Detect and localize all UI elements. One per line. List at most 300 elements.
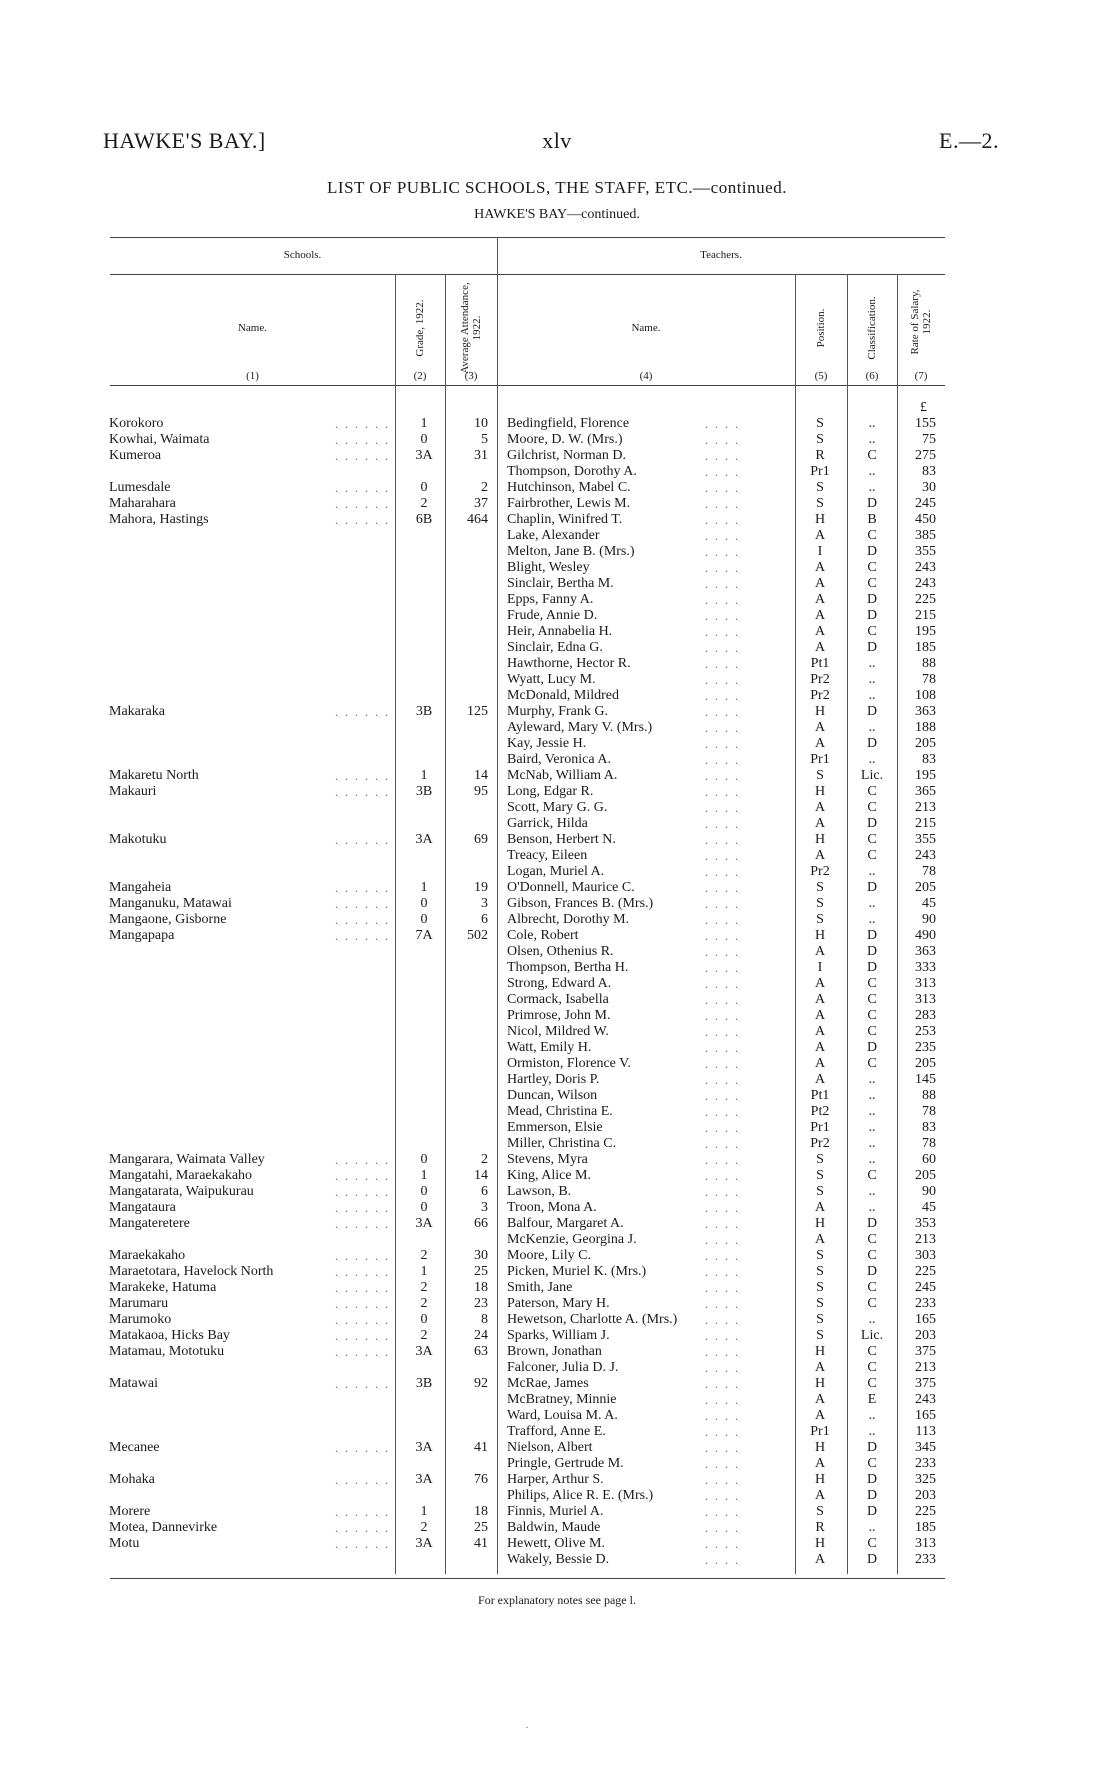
attendance: 464 — [467, 512, 488, 527]
attendance: 95 — [474, 784, 488, 799]
position: S — [816, 1312, 824, 1327]
position: A — [814, 1072, 826, 1087]
school-name: Makaretu North — [109, 768, 199, 783]
position: I — [817, 544, 823, 559]
leader-dots: . . . . — [705, 1313, 740, 1327]
leader-dots: . . . . . . — [335, 1521, 390, 1535]
grade: 0 — [420, 480, 428, 495]
classification: C — [867, 1248, 877, 1263]
classification: C — [867, 1456, 877, 1471]
grade: 0 — [420, 1152, 428, 1167]
salary: 235 — [915, 1040, 936, 1055]
leader-dots: . . . . — [705, 1105, 740, 1119]
salary: 78 — [922, 864, 936, 879]
table-row — [0, 848, 1114, 864]
classification: D — [866, 1488, 878, 1503]
leader-dots: . . . . — [705, 801, 740, 815]
teacher-name: Brown, Jonathan — [507, 1344, 602, 1359]
classification: .. — [868, 432, 876, 447]
attendance: 24 — [474, 1328, 488, 1343]
teacher-name: Gilchrist, Norman D. — [507, 448, 626, 463]
leader-dots: . . . . — [705, 1345, 740, 1359]
classification: .. — [868, 464, 876, 479]
attendance: 8 — [481, 1312, 488, 1327]
salary: 88 — [922, 1088, 936, 1103]
position: Pr1 — [810, 1424, 830, 1439]
salary-header: Rate of Salary, 1922. — [909, 289, 933, 355]
leader-dots: . . . . — [705, 1457, 740, 1471]
grade-header: Grade, 1922. — [414, 299, 426, 357]
position: A — [814, 1408, 826, 1423]
salary: 90 — [922, 1184, 936, 1199]
school-name: Maharahara — [109, 496, 176, 511]
classification: .. — [868, 1152, 876, 1167]
classification: .. — [868, 1104, 876, 1119]
classification: D — [866, 1040, 878, 1055]
attendance: 125 — [467, 704, 488, 719]
attendance: 2 — [481, 480, 488, 495]
leader-dots: . . . . — [705, 689, 740, 703]
salary: 215 — [915, 816, 936, 831]
salary: 275 — [915, 448, 936, 463]
table-row — [0, 688, 1114, 704]
teacher-name: Lawson, B. — [507, 1184, 572, 1199]
classification: D — [866, 960, 878, 975]
classification: C — [867, 1024, 877, 1039]
table-row — [0, 432, 1114, 448]
salary: 243 — [915, 848, 936, 863]
teachers-header: Teachers. — [700, 249, 742, 261]
salary: 185 — [915, 640, 936, 655]
teacher-name: Balfour, Margaret A. — [507, 1216, 624, 1231]
school-name: Matakaoa, Hicks Bay — [109, 1328, 230, 1343]
salary: 245 — [915, 1280, 936, 1295]
leader-dots: . . . . — [705, 961, 740, 975]
leader-dots: . . . . — [705, 577, 740, 591]
salary: 113 — [915, 1424, 936, 1439]
position: S — [816, 496, 824, 511]
position: A — [814, 1488, 826, 1503]
table-row — [0, 1120, 1114, 1136]
teacher-name: Duncan, Wilson — [507, 1088, 598, 1103]
salary: 225 — [915, 1264, 936, 1279]
col-number-3: (3) — [464, 370, 478, 382]
classification: .. — [868, 720, 876, 735]
teacher-name: Ayleward, Mary V. (Mrs.) — [507, 720, 653, 735]
leader-dots: . . . . — [705, 465, 740, 479]
table-row — [0, 592, 1114, 608]
teacher-name: Picken, Muriel K. (Mrs.) — [507, 1264, 647, 1279]
salary: 243 — [915, 576, 936, 591]
classification: B — [867, 512, 877, 527]
teacher-name: Garrick, Hilda — [507, 816, 588, 831]
position: H — [814, 1472, 826, 1487]
leader-dots: . . . . — [705, 1025, 740, 1039]
salary: 355 — [915, 544, 936, 559]
leader-dots: . . . . — [705, 1553, 740, 1567]
leader-dots: . . . . — [705, 785, 740, 799]
teacher-name: Philips, Alice R. E. (Mrs.) — [507, 1488, 654, 1503]
col-number-4: (4) — [639, 370, 653, 382]
teacher-name: Sparks, William J. — [507, 1328, 610, 1343]
classification: C — [867, 1056, 877, 1071]
position: S — [816, 480, 824, 495]
table-row — [0, 1200, 1114, 1216]
classification: C — [867, 1296, 877, 1311]
col-number-5: (5) — [814, 370, 828, 382]
teacher-name: Nicol, Mildred W. — [507, 1024, 609, 1039]
classification: C — [867, 784, 877, 799]
stray-mark: · — [525, 1720, 529, 1734]
salary: 375 — [915, 1376, 936, 1391]
table-row — [0, 448, 1114, 464]
leader-dots: . . . . . . — [335, 833, 390, 847]
grade: 1 — [420, 1504, 428, 1519]
school-name: Mangapapa — [109, 928, 175, 943]
leader-dots: . . . . . . — [335, 1185, 390, 1199]
salary: 333 — [915, 960, 936, 975]
table-row — [0, 1440, 1114, 1456]
table-row — [0, 784, 1114, 800]
teacher-name: Gibson, Frances B. (Mrs.) — [507, 896, 654, 911]
leader-dots: . . . . . . — [335, 1153, 390, 1167]
position: S — [816, 1504, 824, 1519]
salary: 83 — [922, 1120, 936, 1135]
teacher-name: Paterson, Mary H. — [507, 1296, 610, 1311]
salary: 450 — [915, 512, 936, 527]
salary: 185 — [915, 1520, 936, 1535]
salary: 385 — [915, 528, 936, 543]
grade: 1 — [420, 768, 428, 783]
leader-dots: . . . . — [705, 1441, 740, 1455]
classification: C — [867, 1536, 877, 1551]
classification: C — [867, 560, 877, 575]
leader-dots: . . . . . . — [335, 769, 390, 783]
school-name-header: Name. — [237, 322, 267, 334]
salary: 225 — [915, 592, 936, 607]
position: A — [814, 800, 826, 815]
position: Pt1 — [810, 656, 830, 671]
classification: .. — [868, 1424, 876, 1439]
teacher-name: McDonald, Mildred — [507, 688, 619, 703]
classification: .. — [868, 752, 876, 767]
teacher-name: Chaplin, Winifred T. — [507, 512, 623, 527]
position: A — [814, 1056, 826, 1071]
teacher-name: Fairbrother, Lewis M. — [507, 496, 631, 511]
classification: C — [867, 1232, 877, 1247]
salary: 205 — [915, 1168, 936, 1183]
classification: C — [867, 1008, 877, 1023]
grade: 0 — [420, 896, 428, 911]
school-name: Mangataura — [109, 1200, 176, 1215]
teacher-name: Ward, Louisa M. A. — [507, 1408, 618, 1423]
table-row — [0, 416, 1114, 432]
teacher-name: Miller, Christina C. — [507, 1136, 617, 1151]
teacher-name: Watt, Emily H. — [507, 1040, 592, 1055]
position: A — [814, 1552, 826, 1567]
leader-dots: . . . . . . — [335, 1345, 390, 1359]
classification: C — [867, 1344, 877, 1359]
header-left: HAWKE'S BAY.] — [103, 128, 266, 153]
table-row — [0, 1536, 1114, 1552]
teacher-name: Hutchinson, Mabel C. — [507, 480, 631, 495]
leader-dots: . . . . — [705, 1425, 740, 1439]
table-row — [0, 1184, 1114, 1200]
school-name: Marumaru — [109, 1296, 169, 1311]
position: A — [814, 720, 826, 735]
table-row — [0, 496, 1114, 512]
table-row — [0, 672, 1114, 688]
leader-dots: . . . . — [705, 481, 740, 495]
table-row — [0, 800, 1114, 816]
table-row — [0, 576, 1114, 592]
leader-dots: . . . . — [705, 1185, 740, 1199]
table-row — [0, 1488, 1114, 1504]
position: H — [814, 928, 826, 943]
leader-dots: . . . . — [705, 849, 740, 863]
table-row — [0, 976, 1114, 992]
table-row — [0, 512, 1114, 528]
classification: C — [867, 448, 877, 463]
table-row — [0, 1008, 1114, 1024]
position: Pr2 — [810, 1136, 830, 1151]
teacher-name: Sinclair, Edna G. — [507, 640, 603, 655]
bottom-rule — [110, 1578, 945, 1579]
position: A — [814, 944, 826, 959]
school-name: Mangateretere — [109, 1216, 190, 1231]
position: Pt1 — [810, 1088, 830, 1103]
table-row — [0, 464, 1114, 480]
position: A — [814, 992, 826, 1007]
table-row — [0, 1088, 1114, 1104]
teacher-name: Albrecht, Dorothy M. — [507, 912, 630, 927]
salary: 75 — [922, 432, 936, 447]
position: Pr1 — [810, 752, 830, 767]
attendance: 92 — [474, 1376, 488, 1391]
leader-dots: . . . . . . — [335, 1297, 390, 1311]
table-row — [0, 544, 1114, 560]
position-header: Position. — [815, 308, 827, 348]
attendance: 25 — [474, 1520, 488, 1535]
teacher-name: Benson, Herbert N. — [507, 832, 616, 847]
leader-dots: . . . . — [705, 977, 740, 991]
position: H — [814, 512, 826, 527]
leader-dots: . . . . — [705, 545, 740, 559]
classification: D — [866, 1504, 878, 1519]
grade: 3B — [415, 1376, 433, 1391]
leader-dots: . . . . — [705, 1121, 740, 1135]
grade: 7A — [415, 928, 433, 943]
salary: 60 — [922, 1152, 936, 1167]
leader-dots: . . . . — [705, 1537, 740, 1551]
attendance: 3 — [481, 896, 488, 911]
salary: 30 — [922, 480, 936, 495]
teacher-name: Lake, Alexander — [507, 528, 600, 543]
table-row — [0, 992, 1114, 1008]
table-row — [0, 1248, 1114, 1264]
position: Pr2 — [810, 864, 830, 879]
leader-dots: . . . . — [705, 1217, 740, 1231]
salary: 283 — [915, 1008, 936, 1023]
classification: .. — [868, 688, 876, 703]
classification: .. — [868, 1120, 876, 1135]
salary: 83 — [922, 464, 936, 479]
teacher-name: Nielson, Albert — [507, 1440, 593, 1455]
teacher-name: Hewetson, Charlotte A. (Mrs.) — [507, 1312, 678, 1327]
position: A — [814, 528, 826, 543]
table-row — [0, 1232, 1114, 1248]
salary: 363 — [915, 944, 936, 959]
leader-dots: . . . . — [705, 1169, 740, 1183]
salary: 213 — [915, 1360, 936, 1375]
teacher-name: Trafford, Anne E. — [507, 1424, 606, 1439]
table-row — [0, 1376, 1114, 1392]
salary: 78 — [922, 1136, 936, 1151]
table-row — [0, 1520, 1114, 1536]
leader-dots: . . . . . . — [335, 785, 390, 799]
footer-note: For explanatory notes see page l. — [478, 1593, 636, 1607]
school-name: Mecanee — [109, 1440, 160, 1455]
position: S — [816, 432, 824, 447]
leader-dots: . . . . — [705, 657, 740, 671]
school-name: Mangatarata, Waipukurau — [109, 1184, 254, 1199]
salary: 303 — [915, 1248, 936, 1263]
position: A — [814, 592, 826, 607]
teacher-name: Hawthorne, Hector R. — [507, 656, 631, 671]
salary: 253 — [915, 1024, 936, 1039]
leader-dots: . . . . . . — [335, 1169, 390, 1183]
leader-dots: . . . . — [705, 417, 740, 431]
teacher-name: Moore, Lily C. — [507, 1248, 591, 1263]
classification: D — [866, 608, 878, 623]
table-row — [0, 560, 1114, 576]
table-row — [0, 1328, 1114, 1344]
attendance: 14 — [474, 768, 488, 783]
classification: C — [867, 992, 877, 1007]
leader-dots: . . . . — [705, 993, 740, 1007]
position: Pr1 — [810, 464, 830, 479]
schools-header: Schools. — [283, 249, 322, 261]
leader-dots: . . . . — [705, 1153, 740, 1167]
classification: .. — [868, 1184, 876, 1199]
attendance: 76 — [474, 1472, 488, 1487]
grade: 0 — [420, 1200, 428, 1215]
salary: 188 — [915, 720, 936, 735]
position: H — [814, 1376, 826, 1391]
school-name: Matawai — [109, 1376, 158, 1391]
table-row — [0, 752, 1114, 768]
salary: 363 — [915, 704, 936, 719]
teacher-name: Melton, Jane B. (Mrs.) — [507, 544, 635, 559]
teacher-name: Logan, Muriel A. — [507, 864, 605, 879]
school-name: Marakeke, Hatuma — [109, 1280, 217, 1295]
salary: 165 — [915, 1408, 936, 1423]
position: A — [814, 816, 826, 831]
teacher-name: Cormack, Isabella — [507, 992, 609, 1007]
position: A — [814, 976, 826, 991]
table-row — [0, 1104, 1114, 1120]
table-row — [0, 1408, 1114, 1424]
attendance: 41 — [474, 1440, 488, 1455]
numbers-rule — [110, 385, 945, 386]
attendance: 502 — [467, 928, 488, 943]
salary: 243 — [915, 1392, 936, 1407]
classification: .. — [868, 896, 876, 911]
leader-dots: . . . . — [705, 945, 740, 959]
leader-dots: . . . . . . — [335, 705, 390, 719]
table-row — [0, 656, 1114, 672]
teacher-name: Wakely, Bessie D. — [507, 1552, 610, 1567]
salary: 233 — [915, 1456, 936, 1471]
table-row — [0, 864, 1114, 880]
position: S — [816, 1168, 824, 1183]
position: S — [816, 1296, 824, 1311]
leader-dots: . . . . — [705, 1233, 740, 1247]
classification: Lic. — [860, 1328, 884, 1343]
leader-dots: . . . . — [705, 1361, 740, 1375]
leader-dots: . . . . . . — [335, 929, 390, 943]
teacher-name: Cole, Robert — [507, 928, 579, 943]
attendance: 6 — [481, 1184, 488, 1199]
grade: 0 — [420, 912, 428, 927]
leader-dots: . . . . — [705, 881, 740, 895]
teacher-name: Moore, D. W. (Mrs.) — [507, 432, 623, 447]
leader-dots: . . . . . . — [335, 417, 390, 431]
grade: 3B — [415, 784, 433, 799]
position: A — [814, 1008, 826, 1023]
school-name: Mangaheia — [109, 880, 172, 895]
table-row — [0, 1024, 1114, 1040]
leader-dots: . . . . — [705, 513, 740, 527]
attendance: 31 — [474, 448, 488, 463]
position: A — [814, 640, 826, 655]
school-name: Mohaka — [109, 1472, 155, 1487]
table-row — [0, 832, 1114, 848]
currency-symbol: £ — [920, 400, 927, 415]
table-row — [0, 1040, 1114, 1056]
position: A — [814, 624, 826, 639]
teacher-name: Baldwin, Maude — [507, 1520, 601, 1535]
leader-dots: . . . . . . — [335, 1201, 390, 1215]
school-name: Korokoro — [109, 416, 164, 431]
salary: 203 — [915, 1328, 936, 1343]
table-row — [0, 1152, 1114, 1168]
salary: 375 — [915, 1344, 936, 1359]
leader-dots: . . . . — [705, 673, 740, 687]
leader-dots: . . . . — [705, 497, 740, 511]
classification: D — [866, 816, 878, 831]
leader-dots: . . . . — [705, 449, 740, 463]
school-name: Maraetotara, Havelock North — [109, 1264, 274, 1279]
classification: .. — [868, 480, 876, 495]
salary: 313 — [915, 992, 936, 1007]
col-number-2: (2) — [413, 370, 427, 382]
table-row — [0, 1296, 1114, 1312]
classification: D — [866, 544, 878, 559]
salary: 45 — [922, 896, 936, 911]
teacher-name: Hewett, Olive M. — [507, 1536, 605, 1551]
leader-dots: . . . . — [705, 529, 740, 543]
classification: C — [867, 528, 877, 543]
table-row — [0, 768, 1114, 784]
leader-dots: . . . . — [705, 433, 740, 447]
grade: 2 — [420, 1296, 428, 1311]
teacher-name: Heir, Annabelia H. — [507, 624, 613, 639]
position: S — [816, 1248, 824, 1263]
school-name: Mahora, Hastings — [109, 512, 209, 527]
school-name: Makaraka — [109, 704, 165, 719]
grade: 2 — [420, 1520, 428, 1535]
